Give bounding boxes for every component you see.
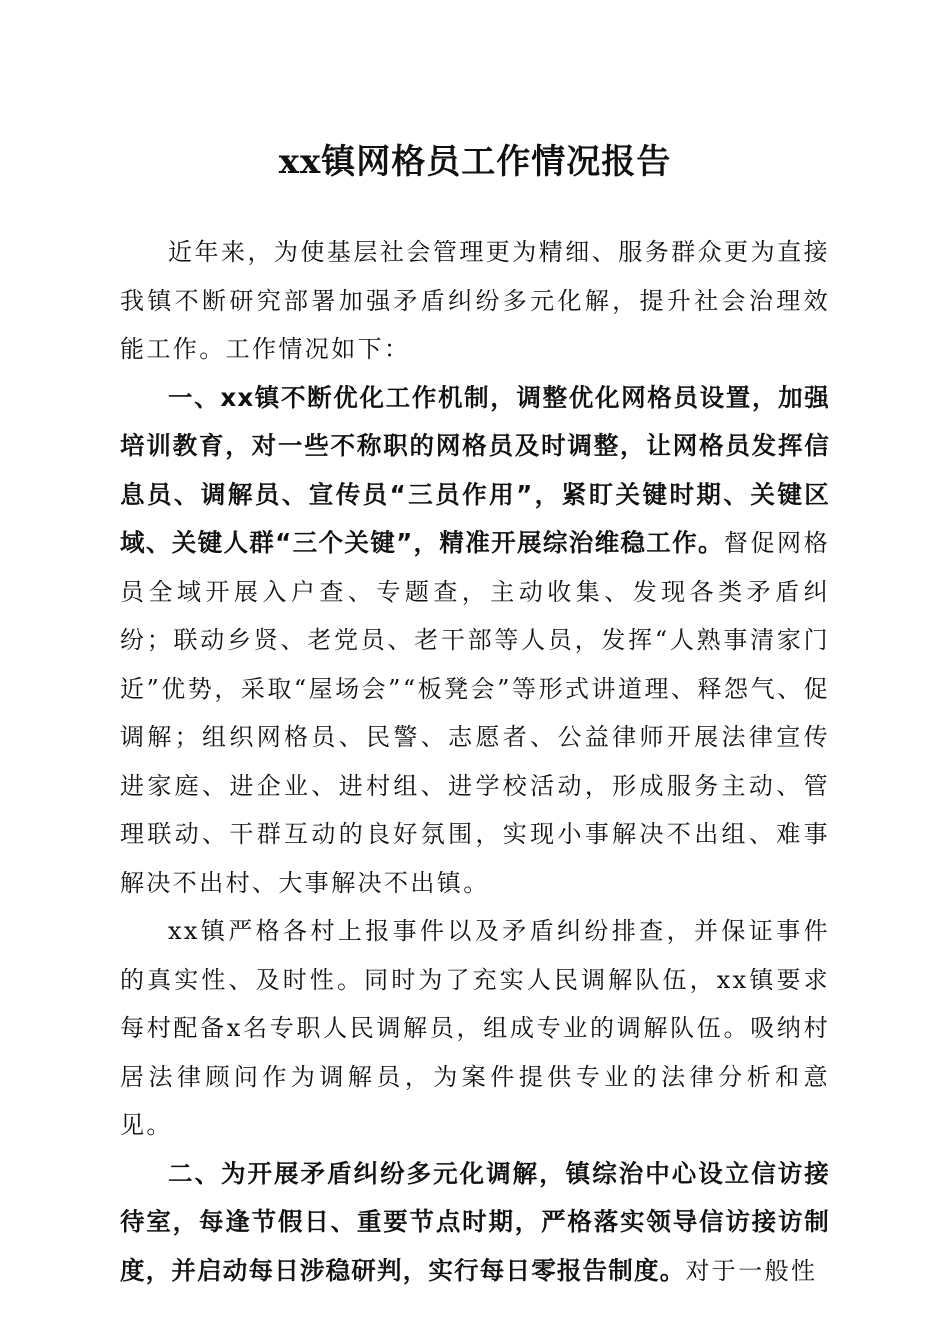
paragraph-section-two [120, 1150, 830, 1296]
paragraph-section-one [120, 374, 830, 908]
document-title: xx镇网格员工作情况报告 [278, 142, 672, 182]
paragraph-intro [120, 228, 830, 374]
paragraph-heading: 二、为开展矛盾纠纷多元化调解，镇综治中心设立信访接待室，每逢节假日、重要节点时期，严格落实领导信访接访制度，并启动每日涉稳研判，实行每日零报告制度。 [120, 1158, 830, 1285]
paragraph-mediation-team [120, 907, 830, 1150]
paragraph-text: 对于一般性 [685, 1256, 818, 1285]
paragraph-heading: 一、xx镇不断优化工作机制，调整优化网格员设置，加强培训教育，对一些不称职的网格员及时调整，让网格员发挥信息员、调解员、宣传员“三员作用”，紧盯关键时期、关键区域、关键人群“三个关键”，精准开展综治维稳工作。 [120, 382, 830, 557]
document-body [120, 228, 830, 1295]
paragraph-text: xx镇严格各村上报事件以及矛盾纠纷排查，并保证事件的真实性、及时性。同时为了充实人民调解队伍，xx镇要求每村配备x名专职人民调解员，组成专业的调解队伍。吸纳村居法律顾问作为调解员，为案件提供专业的法律分析和意见。 [120, 917, 830, 1139]
paragraph-text: 督促网格员全域开展入户查、专题查，主动收集、发现各类矛盾纠纷；联动乡贤、老党员、老干部等人员，发挥“人熟事清家门近”优势，采取“屋场会”“板凳会”等形式讲道理、释怨气、促调解；组织网格员、民警、志愿者、公益律师开展法律宣传进家庭、进企业、进村组、进学校活动，形成服务主动、管理联动、干群互动的良好氛围，实现小事解决不出组、难事解决不出村、大事解决不出镇。 [120, 529, 830, 897]
paragraph-text: 近年来，为使基层社会管理更为精细、服务群众更为直接我镇不断研究部署加强矛盾纠纷多元化解，提升社会治理效能工作。工作情况如下： [120, 238, 830, 363]
